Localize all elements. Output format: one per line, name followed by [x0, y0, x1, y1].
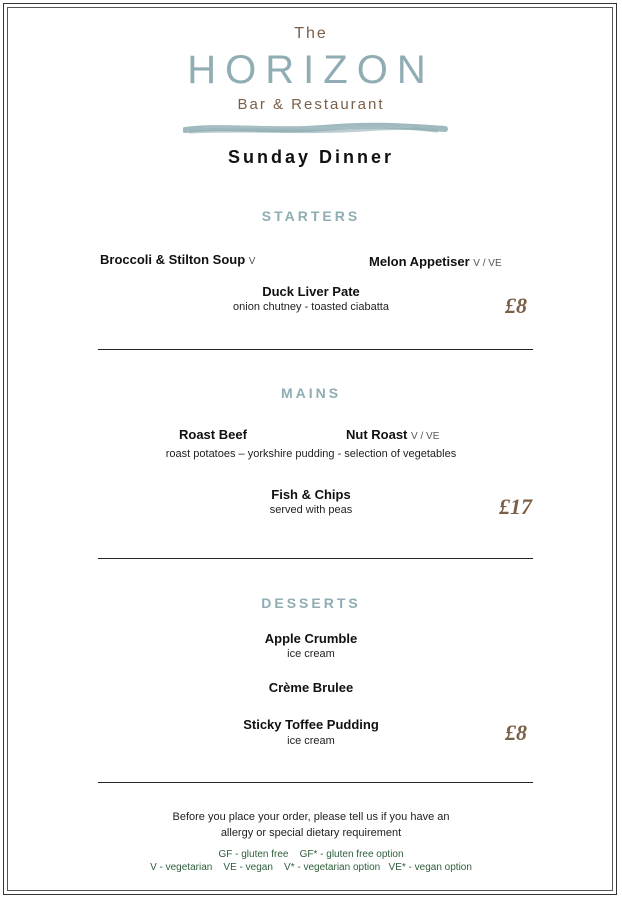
logo-subtitle: Bar & Restaurant	[237, 96, 385, 113]
dish-roast-beef: Roast Beef	[179, 427, 247, 442]
dish-name: Melon Appetiser	[369, 254, 470, 269]
dish-creme-brulee: Crème Brulee	[268, 680, 354, 695]
dish-apple-crumble: Apple Crumble	[264, 631, 358, 646]
dietary-tag: V	[248, 256, 256, 267]
logo-the: The	[294, 25, 328, 42]
dish-nut-roast	[346, 427, 439, 442]
dish-broccoli-stilton-soup	[100, 252, 255, 267]
price-mains: £17	[499, 494, 532, 519]
section-heading-mains: MAINS	[280, 385, 342, 401]
section-divider	[98, 558, 533, 559]
dish-description: roast potatoes – yorkshire pudding - selection of vegetables	[165, 448, 457, 460]
dish-description: served with peas	[269, 504, 353, 516]
brush-stroke-decoration	[183, 121, 448, 137]
dietary-key-line-2: V - vegetarian VE - vegan V* - vegetarian option VE* - vegan option	[150, 862, 472, 873]
dish-duck-liver-pate: Duck Liver Pate	[262, 284, 360, 299]
section-divider	[98, 349, 533, 350]
dietary-key-line-1: GF - gluten free GF* - gluten free option	[218, 849, 404, 860]
dish-description: ice cream	[287, 735, 335, 747]
dish-fish-and-chips: Fish & Chips	[271, 487, 351, 502]
dish-description: ice cream	[287, 648, 335, 660]
dish-melon-appetiser	[369, 254, 502, 269]
dish-name: Nut Roast	[346, 427, 408, 442]
dish-description: onion chutney - toasted ciabatta	[233, 301, 389, 313]
section-divider	[98, 782, 533, 783]
dish-name: Broccoli & Stilton Soup	[100, 252, 246, 267]
dietary-tag: V / VE	[411, 431, 440, 442]
menu-title: Sunday Dinner	[227, 147, 395, 167]
allergy-notice-line-2: allergy or special dietary requirement	[220, 827, 402, 839]
dish-sticky-toffee-pudding: Sticky Toffee Pudding	[243, 717, 379, 732]
price-desserts: £8	[505, 720, 527, 745]
price-starters: £8	[505, 293, 527, 318]
section-heading-starters: STARTERS	[261, 208, 361, 224]
logo-horizon: HORIZON	[187, 48, 435, 92]
section-heading-desserts: DESSERTS	[261, 595, 361, 611]
allergy-notice-line-1: Before you place your order, please tell us if you have an	[172, 811, 450, 823]
dietary-tag: V / VE	[473, 258, 502, 269]
